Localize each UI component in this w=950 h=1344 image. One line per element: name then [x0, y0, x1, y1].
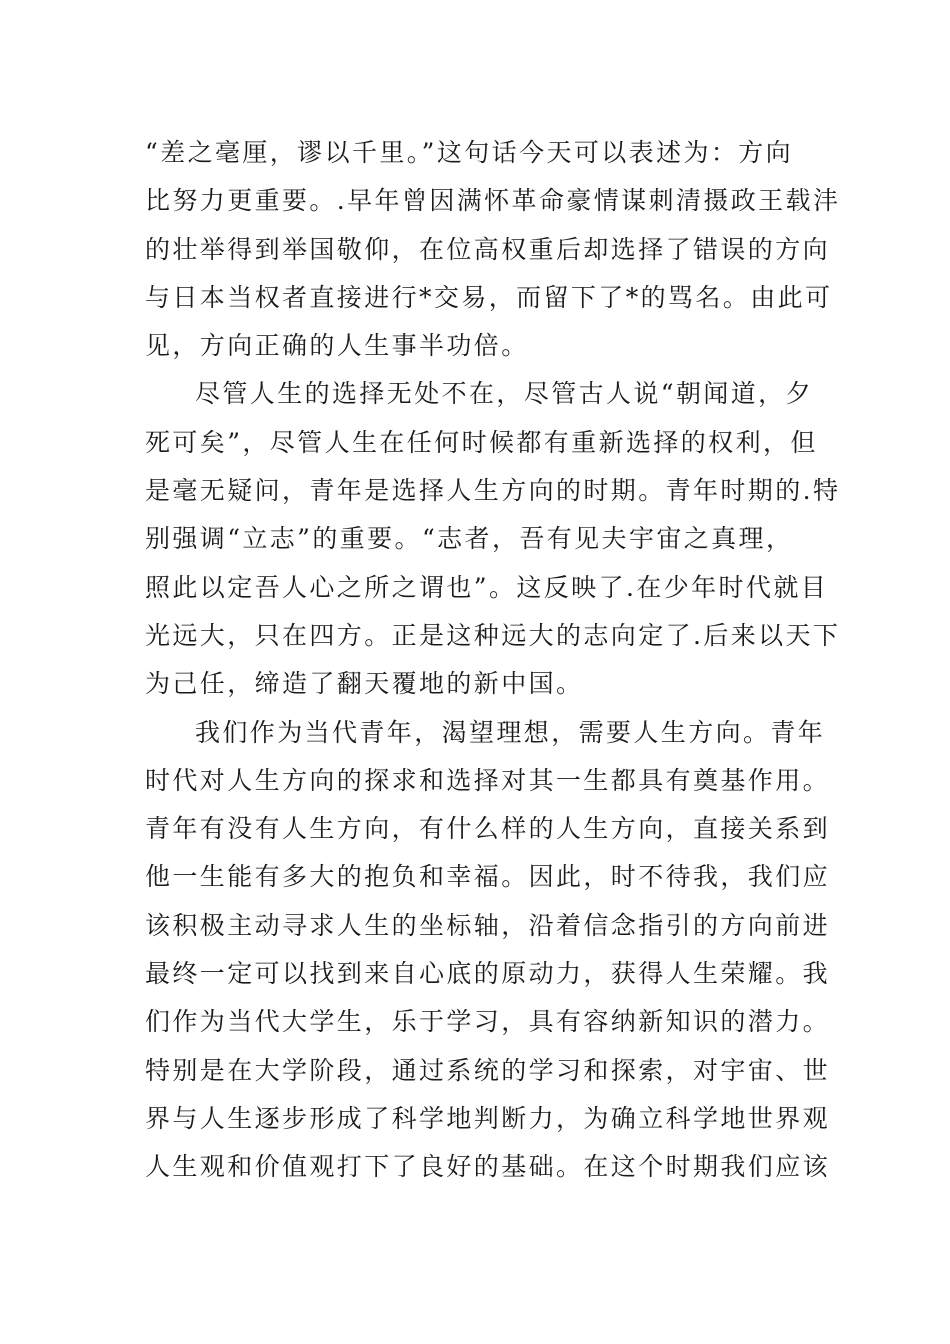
paragraph-first-line: 尽管人生的选择无处不在，尽管古人说“朝闻道，夕 [195, 379, 813, 409]
document-body [145, 129, 841, 1192]
text-line: 为己任，缔造了翻天覆地的新中国。 [145, 669, 584, 699]
text-line: 光远大，只在四方。正是这种远大的志向定了.后来以天下 [145, 620, 841, 650]
text-line: 见，方向正确的人生事半功倍。 [145, 331, 529, 361]
text-line: 们作为当代大学生，乐于学习，具有容纳新知识的潜力。 [145, 1007, 831, 1037]
paragraph-first-line: 我们作为当代青年，渴望理想，需要人生方向。青年 [195, 717, 826, 747]
text-line: 是毫无疑问，青年是选择人生方向的时期。青年时期的.特 [145, 476, 841, 506]
text-line: 的壮举得到举国敬仰，在位高权重后却选择了错误的方向 [145, 234, 831, 264]
text-line: 时代对人生方向的探求和选择对其一生都具有奠基作用。 [145, 765, 831, 795]
text-line: 该积极主动寻求人生的坐标轴，沿着信念指引的方向前进 [145, 910, 831, 940]
text-line: 界与人生逐步形成了科学地判断力，为确立科学地世界观 [145, 1103, 831, 1133]
text-line: 与日本当权者直接进行*交易，而留下了*的骂名。由此可 [145, 282, 833, 312]
text-line: 特别是在大学阶段，通过系统的学习和探索，对宇宙、世 [145, 1055, 831, 1085]
text-line: 人生观和价值观打下了良好的基础。在这个时期我们应该 [145, 1152, 831, 1182]
text-line: 最终一定可以找到来自心底的原动力，获得人生荣耀。我 [145, 959, 831, 989]
text-line: 青年有没有人生方向，有什么样的人生方向，直接关系到 [145, 814, 831, 844]
text-line: “差之毫厘，谬以千里。”这句话今天可以表述为：方向 [145, 138, 794, 167]
text-line: 他一生能有多大的抱负和幸福。因此，时不待我，我们应 [145, 862, 831, 892]
text-line: 别强调“立志”的重要。“志者，吾有见夫宇宙之真理， [145, 524, 794, 554]
text-line: 照此以定吾人心之所之谓也”。这反映了.在少年时代就目 [145, 572, 829, 602]
text-line: 比努力更重要。.早年曾因满怀革命豪情谋刺清摄政王载沣 [145, 186, 841, 216]
text-line: 死可矣”，尽管人生在任何时候都有重新选择的权利，但 [145, 427, 818, 457]
